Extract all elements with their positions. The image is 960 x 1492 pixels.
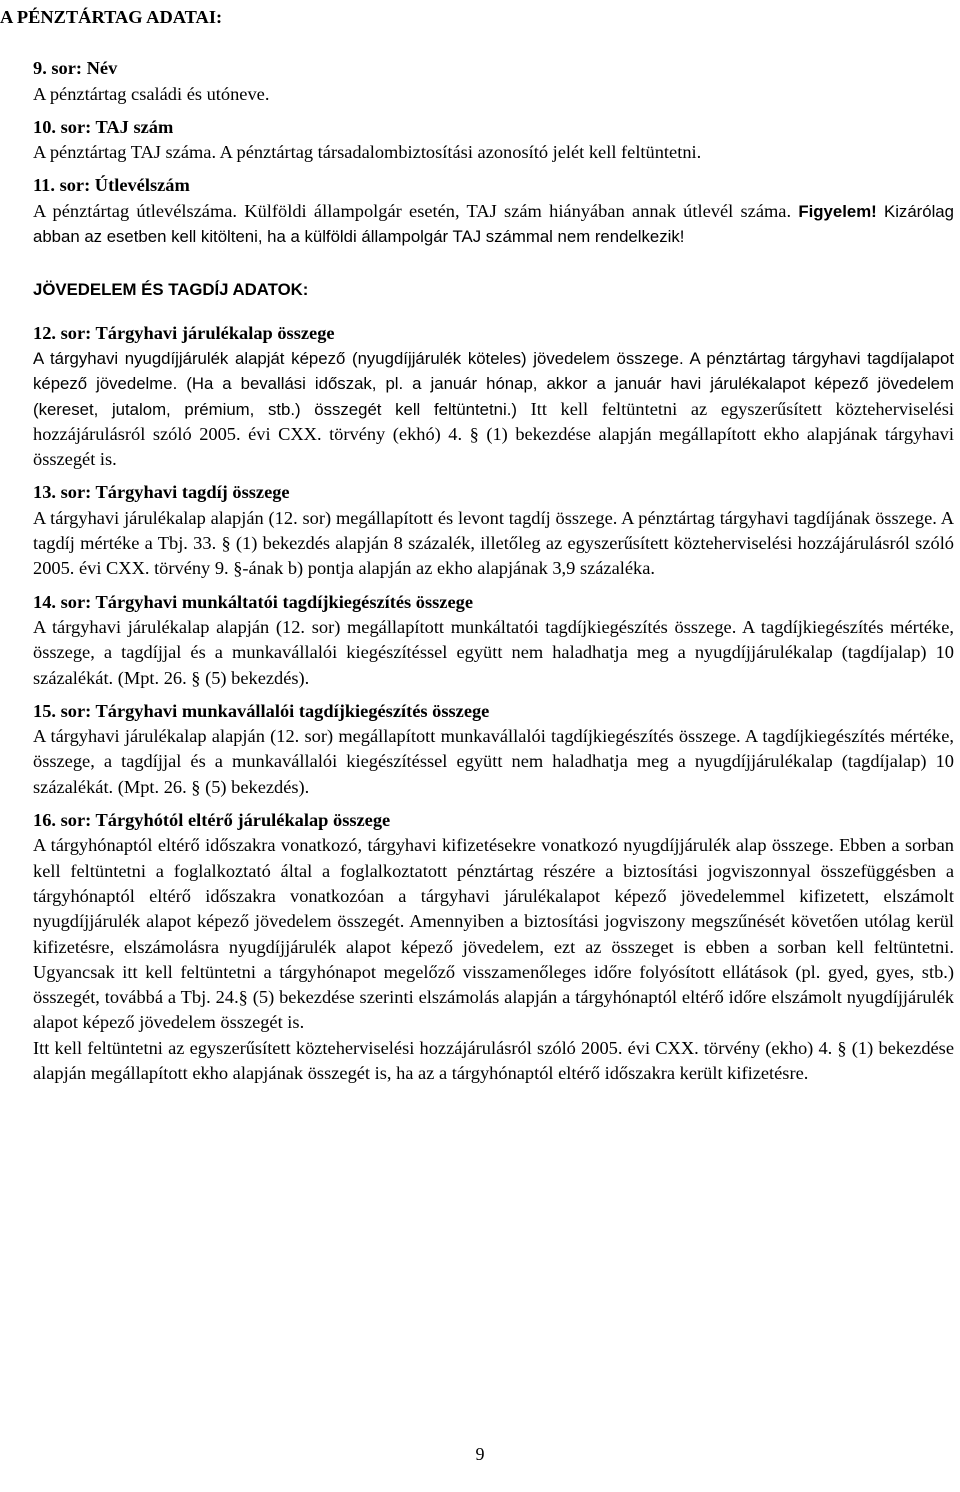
row-10-body: A pénztártag TAJ száma. A pénztártag társadalombiztosítási azonosító jelét kell feltüntetni. — [33, 142, 702, 163]
row-11-section — [33, 173, 954, 249]
row-13-section — [33, 480, 954, 581]
row-12-body-sans: A tárgyhavi nyugdíjjárulék alapját képező (nyugdíjjárulék köteles) jövedelem összege. A pénztártag tárgyhavi tagdíjalapot képező jövedelme. (Ha a bevallási időszak, pl. a január hónap, akkor a január havi járulékalapot képező jövedelem (kereset, jutalom, prémium, stb.) összegét kell feltüntetni.) — [33, 348, 954, 419]
row-14-title: 14. sor: Tárgyhavi munkáltatói tagdíjkiegészítés összege — [33, 591, 473, 612]
row-9-section — [33, 56, 954, 107]
warning-label: Figyelem! — [798, 201, 877, 221]
row-9-body: A pénztártag családi és utóneve. — [33, 83, 270, 104]
row-13-title: 13. sor: Tárgyhavi tagdíj összege — [33, 482, 290, 503]
row-11-title: 11. sor: Útlevélszám — [33, 175, 190, 196]
row-14-section — [33, 590, 954, 691]
row-15-title: 15. sor: Tárgyhavi munkavállalói tagdíjkiegészítés összege — [33, 700, 490, 721]
row-15-body: A tárgyhavi járulékalap alapján (12. sor) megállapított munkavállalói tagdíjkiegészítés összege. A tagdíjkiegészítés mértéke, összege, a tagdíjjal és a munkavállalói kiegészítéssel együtt nem haladhatja meg a nyugdíjjárulékalap (tagdíjalap) 10 százalékát. (Mpt. 26. § (5) bekezdés). — [33, 726, 954, 797]
row-16-body-2: Itt kell feltüntetni az egyszerűsített közteherviselési hozzájárulásról szóló 2005. évi CXX. törvény (ekho) 4. § (1) bekezdése alapján megállapított ekho alapjának összegét is, ha az a tárgyhónaptól eltérő időszakra került kifizetésre. — [33, 1037, 954, 1083]
row-15-section — [33, 699, 954, 800]
row-12-body-serif: Itt kell feltüntetni az egyszerűsített közteherviselési hozzájárulásról szóló 2005. évi CXX. törvény (ekhó) 4. § (1) bekezdése alapján megállapított ekho alapjának tárgyhavi összegét is. — [33, 398, 954, 470]
row-14-body: A tárgyhavi járulékalap alapján (12. sor) megállapított munkáltatói tagdíjkiegészítés összege. A tagdíjkiegészítés mértéke, összege, a tagdíjjal és a munkavállalói kiegészítéssel együtt nem haladhatja meg a nyugdíjjárulékalap (tagdíjalap) 10 százalékát. (Mpt. 26. § (5) bekezdés). — [33, 616, 954, 688]
section-title-member-data: A PÉNZTÁRTAG ADATAI: — [0, 7, 223, 27]
page-number: 9 — [475, 1444, 485, 1464]
row-16-section — [33, 808, 954, 1086]
row-11-body-part2: Kizárólag abban az esetben kell kitölteni, ha a külföldi állampolgár TAJ számmal nem rendelkezik! — [33, 201, 954, 247]
row-9-title: 9. sor: Név — [33, 58, 118, 79]
section-title-income-data: JÖVEDELEM ÉS TAGDÍJ ADATOK: — [33, 280, 309, 300]
row-12-body — [33, 346, 954, 472]
row-11-body-part1: A pénztártag útlevélszáma. Külföldi állampolgár esetén, TAJ szám hiányában annak útlevél száma. — [33, 200, 792, 221]
row-16-body-1: A tárgyhónaptól eltérő időszakra vonatkozó, tárgyhavi kifizetésekre vonatkozó nyugdíjjárulék alap összege. Ebben a sorban kell feltüntetni a foglalkoztató által a foglalkoztatott pénztártag részére a biztosítási jogviszonnyal összefüggésben a tárgyhónaptól eltérő időszakra vonatkozóan a tárgyhavi járulékalapot képező jövedelemmel kifizetett, elszámolt nyugdíjjárulék alapot képező jövedelem összegét. Amennyiben a biztosítási jogviszony megszűnését követően utólag kerül kifizetésre, elszámolásra nyugdíjjárulék alapot képező jövedelem, ezt az összeget is ebben a sorban kell feltüntetni. Ugyancsak itt kell feltüntetni a tárgyhónapot megelőző visszamenőleges időre folyósított ellátások (pl. gyed, gyes, stb.) összegét, továbbá a Tbj. 24.§ (5) bekezdése szerinti elszámolás alapján a tárgyhónaptól eltérő időre elszámolt nyugdíjjárulék alapot képező jövedelem összegét is. — [33, 835, 954, 1033]
row-16-title: 16. sor: Tárgyhótól eltérő járulékalap összege — [33, 810, 391, 831]
row-11-body — [33, 199, 954, 250]
row-13-body: A tárgyhavi járulékalap alapján (12. sor) megállapított és levont tagdíj összege. A pénztártag tárgyhavi tagdíjának összege. A tagdíj mértéke a Tbj. 33. § (1) bekezdés alapján 8 százalék, illetőleg az egyszerűsített közteherviselési hozzájárulásról szóló 2005. évi CXX. törvény 9. §-ának b) pontja alapján az ekho alapjának 3,9 százaléka. — [33, 507, 954, 579]
row-12-title: 12. sor: Tárgyhavi járulékalap összege — [33, 322, 335, 343]
row-10-section — [33, 115, 954, 166]
row-12-section — [33, 321, 954, 473]
row-10-title: 10. sor: TAJ szám — [33, 116, 174, 137]
